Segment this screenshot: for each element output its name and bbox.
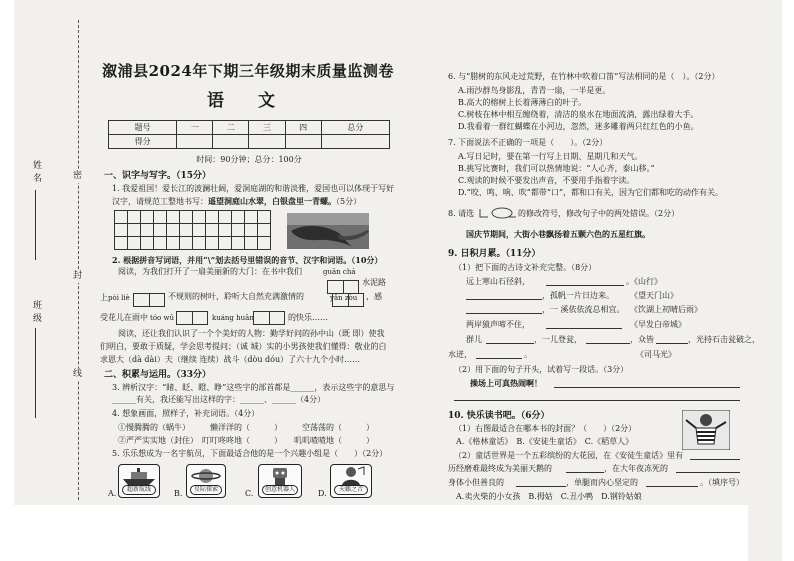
option-label: D.: [318, 489, 327, 498]
pinyin-label: pòi liè: [108, 294, 130, 302]
pinyin-answer-box[interactable]: [176, 307, 208, 326]
score-cell[interactable]: [249, 135, 285, 149]
passage-line: 。: [524, 350, 532, 359]
book-cover-illustration: [682, 410, 730, 450]
pinyin-answer-box[interactable]: [133, 289, 165, 308]
question-7: 7. 下面说法不正确的一项是（ ）。（2分）: [448, 138, 608, 147]
q7-option-a: A.写日记时，要在第一行写上日期、星期几和天气。: [458, 152, 643, 161]
q9-2-start: 操场上可真热闹啊！: [470, 378, 542, 388]
question-10-2: （2）童话世界是一个五彩缤纷的大花园，在《安徒生童话》里有: [454, 451, 684, 460]
binding-dashed-line: [78, 20, 79, 500]
q7-option-b: B.挑写比赛时，我们可以热情地说：“人心齐，泰山移。”: [458, 164, 655, 173]
class-label: 班级: [31, 300, 41, 326]
pinyin-answer-box[interactable]: [253, 307, 285, 326]
passage-line: 群儿: [466, 335, 482, 344]
score-cell[interactable]: [285, 135, 321, 149]
q7-option-d: D.“咬、鸣、响、吹”都带“口”，都和口有关，因为它们都和吃的动作有关。: [458, 188, 724, 197]
option-d-card[interactable]: [330, 464, 372, 498]
writing-grid-row-2[interactable]: [114, 223, 270, 237]
question-8-a: 8. 请选: [448, 209, 475, 218]
option-a-card[interactable]: [118, 464, 160, 498]
score-table-header-row: [109, 121, 390, 135]
option-caption: 星际探索: [190, 485, 222, 495]
q10-2-line: 。（填序号）: [700, 478, 744, 487]
poem-line: ，孤帆一片日边来。: [542, 291, 614, 300]
option-b-card[interactable]: [186, 464, 226, 498]
answer-blank[interactable]: [676, 472, 740, 473]
poem-line: ，一 溪依依流总相宜。: [542, 305, 625, 314]
poem-line: 远上寒山石径斜，: [466, 277, 530, 286]
q6-option-d: D.我看着一群红蝴蝶在小河边，忽然，迷多雕着两只红红色的小鱼。: [458, 122, 699, 131]
score-cell: 四: [285, 121, 321, 135]
question-8-b: 的修改符号，修改句子中的两处错误。（2分）: [518, 209, 680, 218]
revision-mark-icon: [478, 205, 518, 221]
pinyin-answer-box[interactable]: [332, 289, 364, 308]
option-caption: 创意机器人: [262, 485, 298, 495]
question-3: 3. 辨析汉字：“睹、眨、瞪、睁”这些字的部首都是______，表示这些字的意思与______有关，我还能写出这样的字：______、______（4分）: [112, 383, 395, 404]
answer-blank[interactable]: [646, 486, 698, 487]
ship-icon: [119, 465, 159, 487]
q6-option-b: B.高大的榕树上长着薄薄白的叶子。: [458, 98, 587, 107]
name-label: 姓名: [31, 160, 41, 186]
poem-source: 《早发白帝城》: [630, 320, 686, 329]
answer-blank[interactable]: [586, 343, 630, 344]
poem-source: 《望天门山》: [630, 291, 678, 300]
question-4: 4. 想象画面，照样子，补充词语。（4分）: [112, 409, 260, 418]
question-10-1: （1）右图最适合在哪本书的封面？（ ）（2分）: [454, 424, 637, 433]
answer-blank[interactable]: [466, 299, 542, 300]
question-4-row-2: ②严严实实地（封住） 叮叮咚咚地（ ） 叽叽喳喳地（ ）: [118, 436, 374, 445]
q10-2-line: ，在大年夜冻死的: [604, 464, 668, 473]
q2-passage: 阅读，还让我们认识了一个个美好的人物：勤学好问的孙中山（既 即）使我们明白，要敢于质疑，学会思考提问；（诚 城）实的小男孩使我们懂得：敬业的白求恩大（dà dài）夫（继续 连续）战斗（dòu dóu）了六十九个小时……: [100, 329, 387, 364]
option-caption: 天籁之音: [334, 485, 368, 495]
q10-2-options: A.卖火柴的小女孩 B.拇姑 C.丑小鸭 D.钢铃姑娘: [456, 492, 642, 501]
answer-blank[interactable]: [516, 486, 566, 487]
pinyin-label: yǎn zòu: [330, 294, 358, 302]
robot-icon: [259, 465, 301, 487]
q10-1-options: A.《格林童话》 B.《安徒生童话》 C.《稻草人》: [456, 437, 634, 446]
q10-2-line: 身体小但善良的: [448, 478, 504, 487]
score-cell: 二: [213, 121, 249, 135]
class-blank-line: [35, 328, 36, 418]
answer-blank[interactable]: [566, 472, 604, 473]
pinyin-label: guān chá: [323, 268, 356, 276]
passage-text: 不规则的树叶，聆听大自然充满激情的: [168, 292, 304, 301]
score-cell[interactable]: [213, 135, 249, 149]
poem-source: 《司马光》: [636, 350, 676, 359]
passage-line: ，众皆: [630, 335, 654, 344]
lake-photo: [287, 213, 369, 249]
score-cell: 题号: [109, 121, 177, 135]
question-1: [112, 183, 397, 208]
binding-mark-feng: 封: [71, 270, 81, 283]
passage-text: 的快乐……: [288, 313, 328, 322]
q7-option-c: C.观读的时候不要发出声音，不要用手指着字读。: [458, 176, 635, 185]
option-c-card[interactable]: [258, 464, 302, 498]
q2-pinyin-line-3: [100, 313, 398, 323]
section-heading: 二、积累与运用。（33分）: [104, 370, 212, 380]
pinyin-label: kuáng huān: [212, 314, 254, 322]
passage-text: ，感: [366, 292, 382, 301]
question-5: 5. 乐乐想成为一名宇航员，下面最适合他的是一个兴趣小组是（ ）（2分）: [112, 449, 388, 458]
score-cell: 三: [249, 121, 285, 135]
exam-title: 溆浦县2024年下期三年级期末质量监测卷: [102, 62, 394, 80]
score-table: [108, 120, 390, 149]
score-cell[interactable]: [321, 135, 389, 149]
question-6: 6. 与“腊树的东风走过荒野，在竹林中吹着口笛”写法相同的是（ ）。（2分）: [448, 72, 720, 81]
passage-line: ，光持石击瓮破之，: [688, 335, 760, 344]
poem-source: 。《山行》: [626, 277, 662, 286]
poem-source: 《饮湖上初晴后雨》: [630, 305, 702, 314]
binding-mark-mi: 密: [71, 170, 81, 183]
q10-2-line: ，单腿而内心坚定的: [566, 478, 638, 487]
answer-blank[interactable]: [690, 459, 740, 460]
binding-mark-xian: 线: [71, 368, 81, 381]
question-score: （5分）: [336, 197, 362, 206]
question-9: 9. 日积月累。（11分）: [448, 249, 541, 259]
option-label: A.: [108, 489, 117, 498]
singer-icon: [331, 465, 371, 487]
question-10: 10. 快乐读书吧。（6分）: [448, 411, 550, 421]
question-bold-text: 遥望洞庭山水翠，白银盘里一青螺。: [208, 196, 336, 206]
question-text: 1. 我爱祖国！爱长江的波澜壮阔，爱洞庭湖的和谐淡雅，爱国也可以体现于写好汉字，请规范工整地书写：: [112, 184, 395, 206]
q8-sentence: 国庆节期间，大街小巷飘扬着五颗六色的五星红旗。: [466, 229, 650, 239]
passage-text: 上: [100, 293, 108, 302]
question-2: 2. 根据拼音写词语，并用“\”划去括号里错误的音节、汉字和词语。（10分）: [112, 255, 383, 265]
option-caption: 超新航线: [122, 485, 156, 495]
answer-blank[interactable]: [476, 358, 522, 359]
passage-text: 水泥路: [362, 278, 386, 287]
passage-line: ，一儿登瓮，: [534, 335, 582, 344]
option-label: C.: [245, 489, 254, 498]
q6-option-c: C.树枝在林中相互缠绕着，清洁的泉水在地面流淌，露出绿着大手。: [458, 110, 699, 119]
paper-edge: [748, 505, 782, 561]
score-cell: 得分: [109, 135, 177, 149]
answer-blank[interactable]: [656, 343, 688, 344]
question-4-row-1: ①慢腾腾的（蜗牛） 懒洋洋的（ ） 空荡荡的（ ）: [118, 423, 374, 432]
passage-text: 受花儿在雨中: [100, 313, 148, 322]
name-blank-line: [35, 190, 36, 260]
score-cell: 一: [177, 121, 213, 135]
score-cell[interactable]: [177, 135, 213, 149]
score-table-score-row: [109, 135, 390, 149]
answer-blank[interactable]: [466, 313, 542, 314]
score-cell: 总分: [321, 121, 389, 135]
answer-blank[interactable]: [546, 328, 622, 329]
exam-subject: 语 文: [207, 91, 289, 111]
q6-option-a: A.雨沙群鸟身影乱，青青一扇，一半是更。: [458, 86, 611, 95]
exam-meta: 时间：90分钟；总分：100分: [196, 155, 302, 164]
pinyin-label: tóo wǔ: [150, 314, 174, 322]
planet-icon: [187, 465, 225, 487]
passage-text: 阅读，为我们打开了一扇美丽新的大门：在书中我们: [118, 267, 302, 276]
answer-blank[interactable]: [546, 285, 624, 286]
writing-grid-row-1[interactable]: [114, 210, 270, 224]
answer-blank[interactable]: [486, 343, 534, 344]
writing-grid-row-3[interactable]: [114, 236, 270, 250]
writing-line[interactable]: [454, 400, 740, 401]
passage-line: 水迸，: [448, 350, 472, 359]
question-9-2: （2）用下面的句子开头，试着写一段话。（3分）: [454, 365, 629, 374]
q10-2-line: 历经磨难最终成为美丽天鹅的: [448, 464, 552, 473]
option-label: B.: [174, 489, 183, 498]
question-9-1: （1）把下面的古诗文补充完整。（8分）: [454, 263, 597, 272]
answer-blank[interactable]: [554, 387, 740, 388]
poem-line: 两岸猿声啼不住，: [466, 320, 530, 329]
section-heading: 一、识字与写字。（15分）: [104, 171, 212, 181]
